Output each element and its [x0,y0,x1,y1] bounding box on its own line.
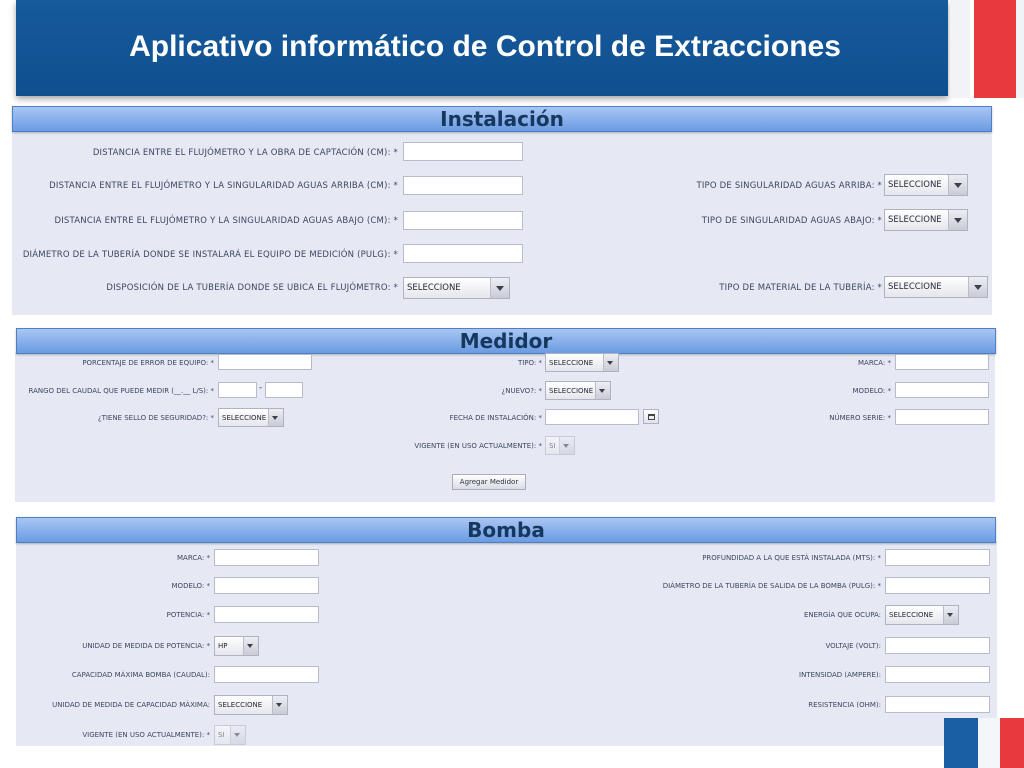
label-serie: NÚMERO SERIE: * [829,414,891,422]
select-vigente-bomba[interactable] [214,725,246,745]
chevron-down-icon [272,696,287,714]
input-modelo-bomba[interactable] [214,577,319,594]
select-disposicion[interactable] [403,277,510,299]
select-unidad-capacidad-value: SELECCIONE [218,701,263,709]
input-serie[interactable] [895,409,989,425]
bomba-header: Bomba [16,517,996,543]
chevron-down-icon [968,277,987,297]
label-disposicion: DISPOSICIÓN DE LA TUBERÍA DONDE SE UBICA EL FLUJÓMETRO: * [106,283,398,293]
input-distancia-arriba[interactable] [403,176,523,195]
input-diametro-salida[interactable] [885,577,990,594]
select-sello-value: SELECCIONE [222,413,267,422]
chevron-down-icon [595,382,610,399]
input-voltaje[interactable] [885,637,990,654]
select-energia-value: SELECCIONE [889,611,934,619]
chevron-down-icon [268,409,283,426]
label-unidad-capacidad: UNIDAD DE MEDIDA DE CAPACIDAD MÁXIMA: [52,701,210,709]
input-intensidad[interactable] [885,666,990,683]
input-resistencia[interactable] [885,696,990,713]
label-sello: ¿TIENE SELLO DE SEGURIDAD?: * [97,414,214,422]
slide-title: Aplicativo informático de Control de Extracciones [129,30,841,63]
label-marca-medidor: MARCA: * [858,359,891,367]
select-unidad-potencia[interactable] [214,636,259,656]
input-rango-max[interactable] [265,382,303,398]
chevron-down-icon [230,726,245,744]
select-sello[interactable] [218,408,284,427]
label-porcentaje: PORCENTAJE DE ERROR DE EQUIPO: * [82,359,214,367]
decor-stripe [950,0,970,98]
input-rango-min[interactable] [218,382,257,398]
agregar-medidor-button[interactable]: Agregar Medidor [452,474,526,490]
input-potencia[interactable] [214,606,319,623]
decor-stripe-red [974,0,1016,98]
label-diametro-salida: DIÁMETRO DE LA TUBERÍA DE SALIDA DE LA BOMBA (PULG): * [662,582,881,590]
label-unidad-potencia: UNIDAD DE MEDIDA DE POTENCIA: * [82,642,210,650]
select-unidad-potencia-value: HP [218,642,228,650]
input-distancia-abajo[interactable] [403,211,523,230]
select-material[interactable] [884,276,988,298]
medidor-header: Medidor [16,328,996,354]
chevron-down-icon [603,354,618,371]
select-tipo[interactable] [545,353,619,372]
input-porcentaje[interactable] [218,354,312,370]
label-rango: RANGO DEL CAUDAL QUE PUEDE MEDIR (__.__ L/S): * [28,387,214,395]
chevron-down-icon [943,606,958,624]
decor-corner-blue [944,718,978,768]
label-material: TIPO DE MATERIAL DE LA TUBERÍA: * [719,283,882,293]
select-nuevo-value: SELECCIONE [549,386,594,395]
select-tipo-arriba[interactable] [884,174,968,196]
label-diametro: DIÁMETRO DE LA TUBERÍA DONDE SE INSTALARÁ EL EQUIPO DE MEDICIÓN (PULG): * [22,250,398,260]
select-material-value: SELECCIONE [888,282,942,292]
input-modelo-medidor[interactable] [895,382,989,398]
input-marca-bomba[interactable] [214,549,319,566]
input-marca-medidor[interactable] [895,354,989,370]
chevron-down-icon [490,278,509,298]
decor-stripe [1016,0,1024,98]
input-profundidad[interactable] [885,549,990,566]
select-tipo-value: SELECCIONE [549,358,594,367]
label-energia: ENERGÍA QUE OCUPA: [803,611,881,619]
label-distancia-captacion: DISTANCIA ENTRE EL FLUJÓMETRO Y LA OBRA DE CAPTACIÓN (CM): * [92,148,398,158]
select-tipo-abajo[interactable] [884,209,968,231]
decor-corner-white [978,718,1000,768]
label-capacidad: CAPACIDAD MÁXIMA BOMBA (CAUDAL): [71,671,210,679]
instalacion-header: Instalación [12,106,992,132]
input-capacidad[interactable] [214,666,319,683]
chevron-down-icon [948,210,967,230]
label-vigente-bomba: VIGENTE (EN USO ACTUALMENTE): * [82,731,210,739]
label-tipo: TIPO: * [517,359,542,367]
chevron-down-icon [559,437,574,454]
label-distancia-arriba: DISTANCIA ENTRE EL FLUJÓMETRO Y LA SINGULARIDAD AGUAS ARRIBA (CM): * [49,181,398,191]
label-distancia-abajo: DISTANCIA ENTRE EL FLUJÓMETRO Y LA SINGULARIDAD AGUAS ABAJO (CM): * [54,216,398,226]
select-disposicion-value: SELECCIONE [407,283,461,293]
select-energia[interactable] [885,605,959,625]
select-vigente-medidor[interactable] [545,436,575,455]
chevron-down-icon [243,637,258,655]
input-fecha[interactable] [545,409,639,425]
input-distancia-captacion[interactable] [403,142,523,161]
label-voltaje: VOLTAJE (VOLT): [825,642,881,650]
label-vigente-medidor: VIGENTE (EN USO ACTUALMENTE): * [414,442,542,450]
select-nuevo[interactable] [545,381,611,400]
label-tipo-arriba: TIPO DE SINGULARIDAD AGUAS ARRIBA: * [696,181,882,191]
calendar-icon[interactable] [643,409,659,424]
select-tipo-arriba-value: SELECCIONE [888,180,942,190]
label-potencia: POTENCIA: * [166,611,210,619]
label-resistencia: RESISTENCIA (OHM): [808,701,881,709]
label-marca-bomba: MARCA: * [177,554,210,562]
label-tipo-abajo: TIPO DE SINGULARIDAD AGUAS ABAJO: * [701,216,882,226]
select-unidad-capacidad[interactable] [214,695,288,715]
label-fecha: FECHA DE INSTALACIÓN: * [449,414,542,422]
label-intensidad: INTENSIDAD (AMPERE): [799,671,881,679]
decor-corner-red [1000,718,1024,768]
range-separator: - [259,383,263,393]
label-modelo-medidor: MODELO: * [852,387,891,395]
select-vigente-bomba-value: SI [218,731,225,739]
input-diametro[interactable] [403,244,523,263]
label-modelo-bomba: MODELO: * [171,582,210,590]
select-vigente-medidor-value: SI [549,441,556,450]
label-nuevo: ¿NUEVO?: * [501,387,542,395]
select-tipo-abajo-value: SELECCIONE [888,215,942,225]
label-profundidad: PROFUNDIDAD A LA QUE ESTÁ INSTALADA (MTS): * [702,554,881,562]
chevron-down-icon [948,175,967,195]
